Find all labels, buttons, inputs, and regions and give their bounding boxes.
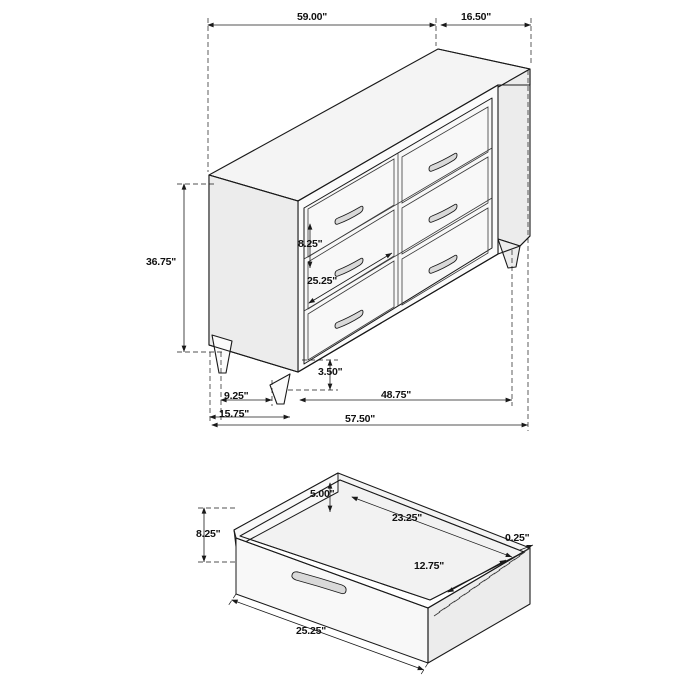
dim-interior-height: 5.00"	[310, 488, 335, 500]
drawer-illustration	[234, 473, 530, 663]
dim-interior-depth: 12.75"	[414, 560, 445, 572]
dim-drawer-width: 25.25"	[307, 275, 338, 287]
dim-drawer-height: 8.25"	[298, 238, 323, 250]
dim-width-top: 59.00"	[297, 11, 328, 23]
dim-interior-width: 23.25"	[392, 512, 423, 524]
dim-leg-height: 3.50"	[318, 366, 343, 378]
dim-side-height: 8.25"	[196, 528, 221, 540]
dim-base-depth: 15.75"	[219, 408, 250, 420]
dim-wall-thickness: 0.25"	[505, 532, 530, 544]
dim-inner-width: 48.75"	[381, 389, 412, 401]
leg-front-right	[270, 374, 290, 404]
dresser-illustration	[209, 49, 530, 404]
extline-frontwidth-right	[420, 663, 428, 676]
dim-depth-top: 16.50"	[461, 11, 492, 23]
dim-height-left: 36.75"	[146, 256, 177, 268]
dim-front-width: 25.25"	[296, 625, 327, 637]
leg-front-left	[212, 335, 232, 373]
dim-base-width: 57.50"	[345, 413, 376, 425]
dim-foot-depth: 9.25"	[224, 390, 249, 402]
